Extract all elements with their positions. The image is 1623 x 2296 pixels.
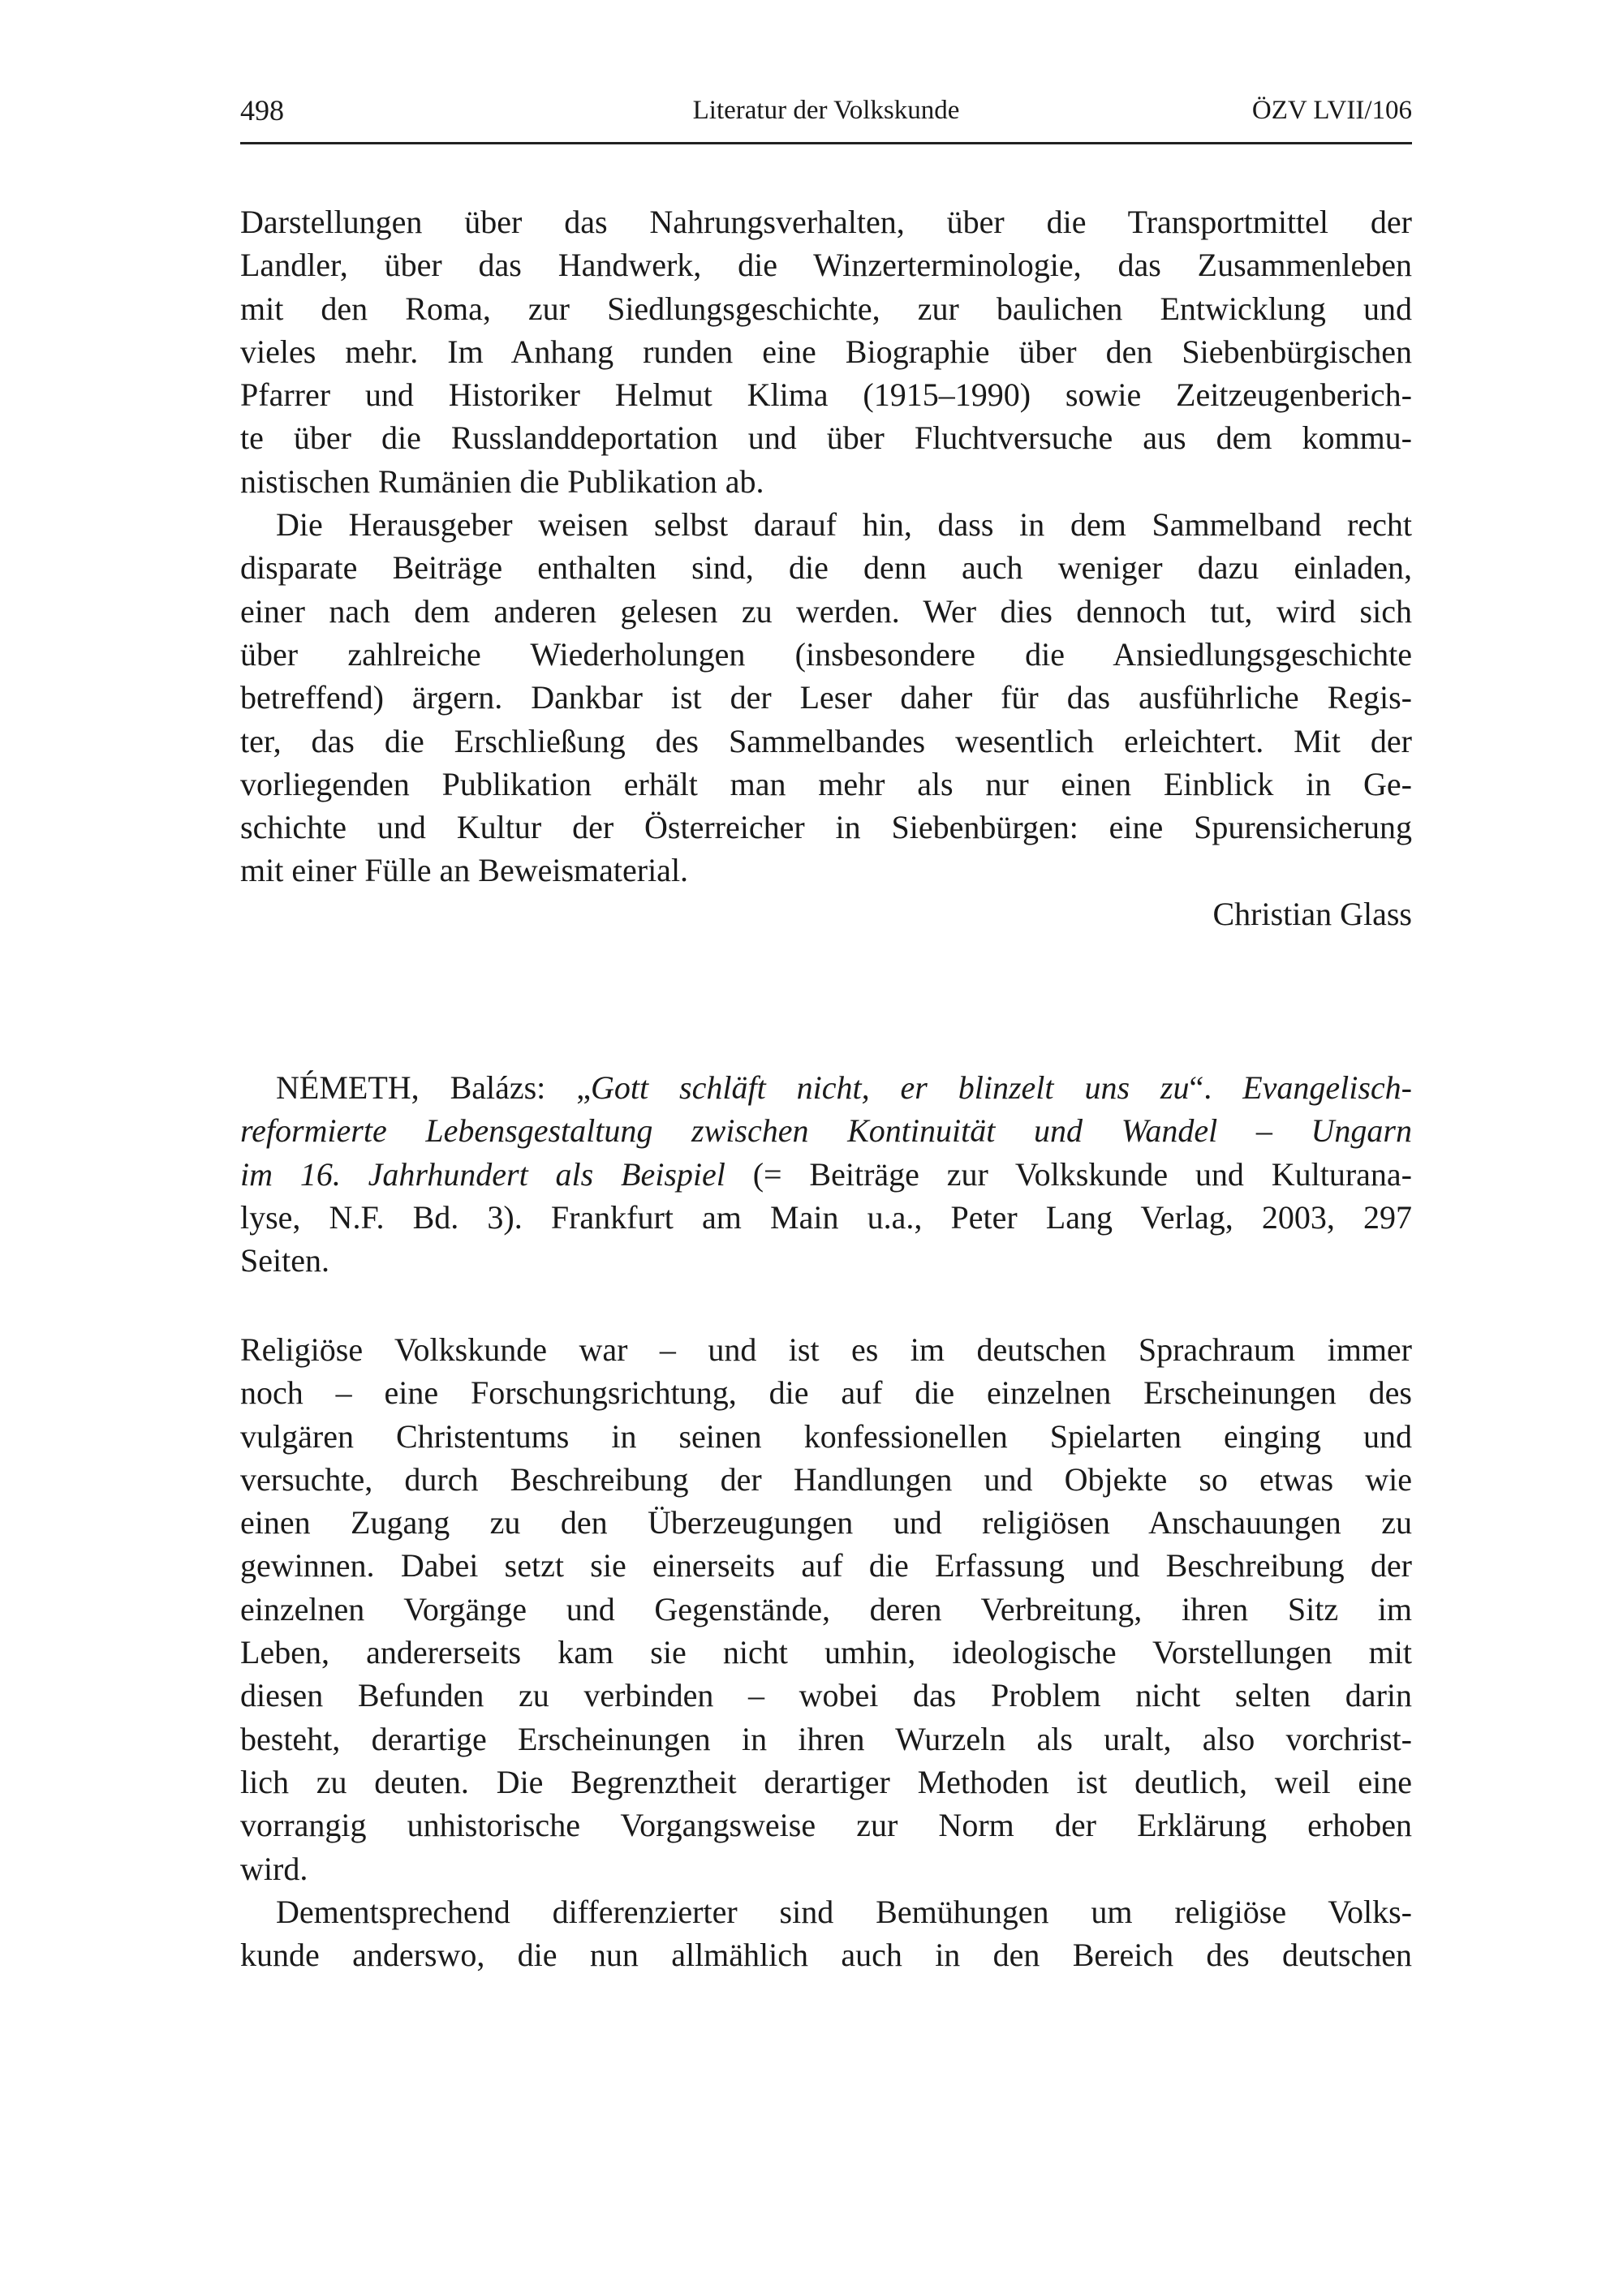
text-line: Dementsprechend differenzierter sind Bemühungen um religiöse Volks- [276, 1893, 1412, 1930]
citation-title-text: Gott schläft nicht, er blinzelt uns zu [590, 1069, 1190, 1106]
paragraph [240, 1328, 1412, 1890]
citation-text: NÉMETH, Balázs: „ [276, 1069, 591, 1106]
citation-title-text: im 16. Jahrhundert als Beispiel [240, 1155, 753, 1193]
text-line: wird. [240, 1850, 308, 1887]
citation-title-text: reformierte Lebensgestaltung zwischen Kontinuität und Wandel – Ungarn [240, 1112, 1412, 1150]
citation-text: Seiten. [240, 1242, 329, 1279]
text-line: diesen Befunden zu verbinden – wobei das Problem nicht selten darin [240, 1677, 1412, 1714]
text-line: kunde anderswo, die nun allmählich auch in den Bereich des deutschen [240, 1937, 1412, 1974]
text-line: disparate Beiträge enthalten sind, die denn auch weniger dazu einladen, [240, 549, 1412, 587]
text-line: einen Zugang zu den Überzeugungen und religiösen Anschauungen zu [240, 1504, 1412, 1541]
header-rule [240, 142, 1412, 144]
text-line: besteht, derartige Erscheinungen in ihren Wurzeln als uralt, also vorchrist- [240, 1720, 1412, 1757]
citation-title-text: Evangelisch- [1242, 1069, 1412, 1106]
text-line: Landler, über das Handwerk, die Winzerterminologie, das Zusammenleben [240, 247, 1412, 284]
citation-line [240, 1153, 1412, 1196]
review-author: Christian Glass [1212, 895, 1412, 932]
text-line: te über die Russlanddeportation und über Fluchtversuche aus dem kommu- [240, 419, 1412, 457]
citation-line [240, 1066, 1412, 1109]
paragraph [240, 200, 1412, 503]
text-line: ter, das die Erschließung des Sammelbandes wesentlich erleichtert. Mit der [240, 722, 1412, 759]
text-line: betreffend) ärgern. Dankbar ist der Leser daher für das ausführliche Regis- [240, 679, 1412, 716]
text-line: Darstellungen über das Nahrungsverhalten, über die Transportmittel der [240, 204, 1412, 240]
text-line: Die Herausgeber weisen selbst darauf hin, dass in dem Sammelband recht [276, 506, 1412, 544]
text-line: Pfarrer und Historiker Helmut Klima (1915–1990) sowie Zeitzeugenberich- [240, 376, 1412, 414]
text-line: einer nach dem anderen gelesen zu werden. Wer dies dennoch tut, wird sich [240, 592, 1412, 630]
text-line: über zahlreiche Wiederholungen (insbesondere die Ansiedlungsgeschichte [240, 635, 1412, 673]
citation-line [240, 1196, 1412, 1239]
text-line: mit einer Fülle an Beweismaterial. [240, 852, 689, 889]
review-glass [240, 200, 1412, 935]
citation-text: lyse, N.F. Bd. 3). Frankfurt am Main u.a., Peter Lang Verlag, 2003, 297 [240, 1198, 1412, 1236]
paragraph [240, 503, 1412, 892]
text-line: lich zu deuten. Die Begrenztheit derartiger Methoden ist deutlich, weil eine [240, 1763, 1412, 1800]
text-line: Religiöse Volkskunde war – und ist es im deutschen Sprachraum immer [240, 1331, 1412, 1368]
text-line: noch – eine Forschungsrichtung, die auf die einzelnen Erscheinungen des [240, 1374, 1412, 1412]
text-line: versuchte, durch Beschreibung der Handlungen und Objekte so etwas wie [240, 1460, 1412, 1498]
text-line: nistischen Rumänien die Publikation ab. [240, 462, 764, 500]
citation-text: “. [1189, 1069, 1243, 1106]
citation-nemeth [240, 1066, 1412, 1282]
text-line: vorrangig unhistorische Vorgangsweise zur Norm der Erklärung erhoben [240, 1807, 1412, 1844]
journal-issue: ÖZV LVII/106 [1251, 96, 1412, 125]
citation-line [240, 1239, 1412, 1282]
citation-line [240, 1109, 1412, 1152]
text-line: gewinnen. Dabei setzt sie einerseits auf die Erfassung und Beschreibung der [240, 1547, 1412, 1584]
text-line: Leben, andererseits kam sie nicht umhin, ideologische Vorstellungen mit [240, 1634, 1412, 1671]
text-line: vulgären Christentums in seinen konfessionellen Spielarten einging und [240, 1417, 1412, 1455]
text-line: einzelnen Vorgänge und Gegenstände, deren Verbreitung, ihren Sitz im [240, 1590, 1412, 1627]
citation-text: (= Beiträge zur Volkskunde und Kulturana- [752, 1155, 1412, 1193]
paragraph [240, 1890, 1412, 1977]
text-line: mit den Roma, zur Siedlungsgeschichte, zur baulichen Entwicklung und [240, 290, 1412, 327]
page-number: 498 [240, 94, 284, 127]
review-nemeth-body [240, 1328, 1412, 1976]
text-line: schichte und Kultur der Österreicher in Siebenbürgen: eine Spurensicherung [240, 809, 1412, 846]
text-line: vorliegenden Publikation erhält man mehr als nur einen Einblick in Ge- [240, 765, 1412, 802]
text-line: vieles mehr. Im Anhang runden eine Biographie über den Siebenbürgischen [240, 333, 1412, 370]
running-title: Literatur der Volkskunde [692, 96, 960, 125]
